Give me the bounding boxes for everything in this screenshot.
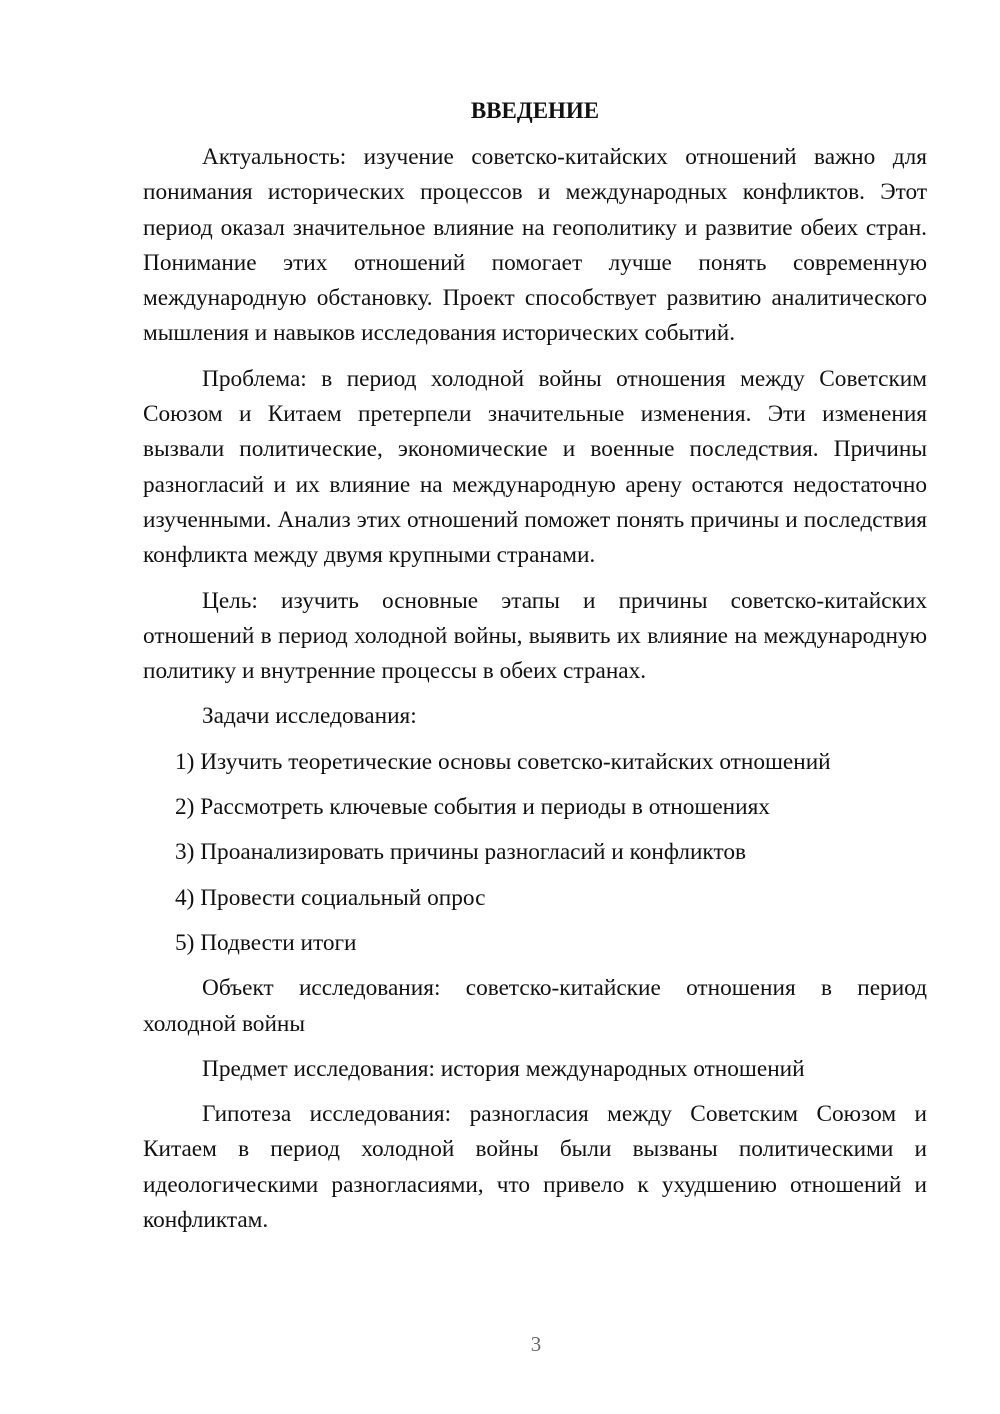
task-item: 3) Проанализировать причины разногласий и конфликтов [175,839,746,866]
section-heading: ВВЕДЕНИЕ [470,98,600,123]
task-item: 4) Провести социальный опрос [175,884,486,911]
object-paragraph: Объект исследования: советско-китайские отношения в период холодной войны [143,975,927,1037]
task-item: 2) Рассмотреть ключевые события и периоды в отношениях [175,794,770,821]
task-item: 1) Изучить теоретические основы советско-китайских отношений [175,748,831,775]
subject-paragraph: Предмет исследования: история международных отношений [202,1055,805,1082]
page-content [143,96,927,1248]
tasks-title: Задачи исследования: [202,703,417,730]
page-number: 3 [530,1332,542,1356]
tasks-list [143,745,927,961]
relevance-paragraph: Актуальность: изучение советско-китайских отношений важно для понимания исторических процессов и международных конфликтов. Этот период оказал значительное влияние на геополитику и развитие обеих стран. Понимание этих отношений помогает лучше понять современную международную обстановку. Проект способствует развитию аналитического мышления и навыков исследования исторических событий. [143,144,927,347]
hypothesis-paragraph: Гипотеза исследования: разногласия между Советским Союзом и Китаем в период холодной войны были вызваны политическими и идеологическими разногласиями, что привело к ухудшению отношений и конфликтам. [143,1101,927,1234]
problem-paragraph: Проблема: в период холодной войны отношения между Советским Союзом и Китаем претерпели значительные изменения. Эти изменения вызвали политические, экономические и военные последствия. Причины разногласий и их влияние на международную арену остаются недостаточно изученными. Анализ этих отношений поможет понять причины и последствия конфликта между двумя крупными странами. [143,365,927,569]
task-item: 5) Подвести итоги [175,929,357,956]
goal-paragraph: Цель: изучить основные этапы и причины советско-китайских отношений в период холодной войны, выявить их влияние на международную политику и внутренние процессы в обеих странах. [143,587,927,685]
